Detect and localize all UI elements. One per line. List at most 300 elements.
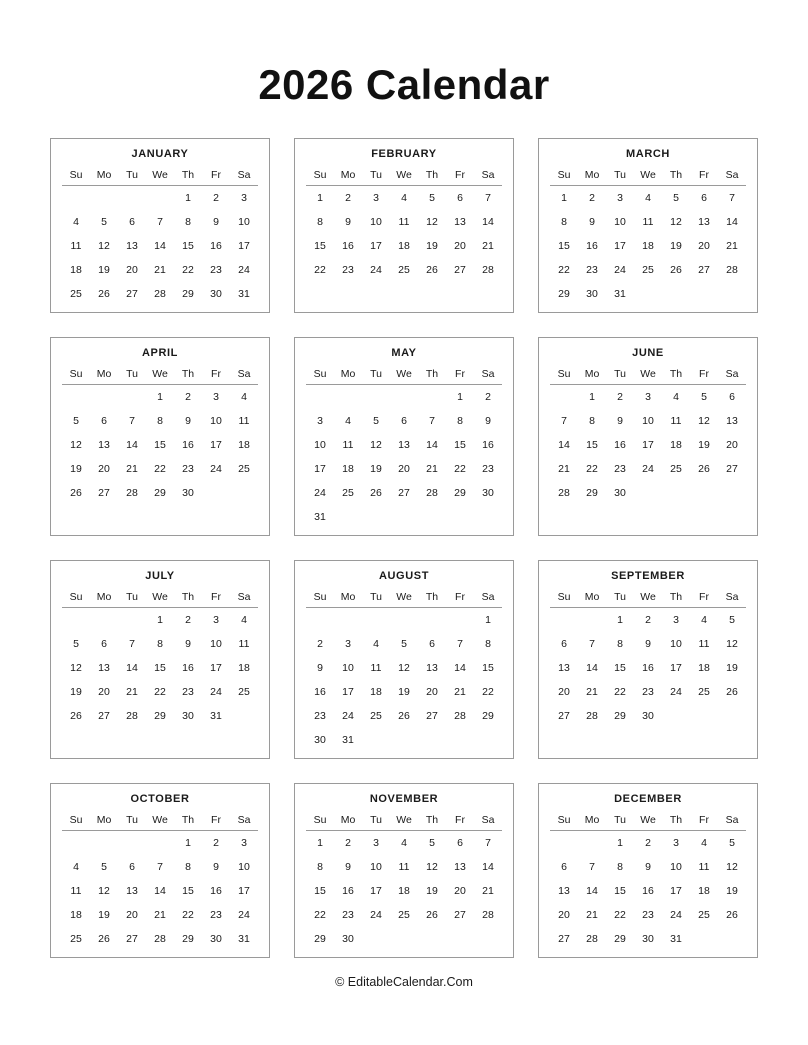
day-cell[interactable]: 22 xyxy=(154,463,166,476)
day-cell[interactable]: 23 xyxy=(642,686,654,699)
day-cell[interactable]: 31 xyxy=(238,933,250,946)
day-cell[interactable]: 5 xyxy=(729,614,735,627)
day-cell[interactable]: 31 xyxy=(314,511,326,524)
day-cell[interactable]: 12 xyxy=(70,439,82,452)
day-cell[interactable]: 20 xyxy=(398,463,410,476)
day-cell[interactable]: 25 xyxy=(398,264,410,277)
day-cell[interactable]: 5 xyxy=(73,415,79,428)
day-cell[interactable]: 19 xyxy=(70,463,82,476)
day-cell[interactable]: 12 xyxy=(670,216,682,229)
day-cell[interactable]: 20 xyxy=(698,240,710,253)
day-cell[interactable]: 26 xyxy=(98,933,110,946)
day-cell[interactable]: 26 xyxy=(370,487,382,500)
day-cell[interactable]: 27 xyxy=(454,909,466,922)
day-cell[interactable]: 8 xyxy=(589,415,595,428)
day-cell[interactable]: 27 xyxy=(698,264,710,277)
day-cell[interactable]: 6 xyxy=(129,861,135,874)
day-cell[interactable]: 25 xyxy=(342,487,354,500)
day-cell[interactable]: 19 xyxy=(426,240,438,253)
day-cell[interactable]: 10 xyxy=(614,216,626,229)
day-cell[interactable]: 16 xyxy=(210,885,222,898)
day-cell[interactable]: 29 xyxy=(482,710,494,723)
day-cell[interactable]: 21 xyxy=(726,240,738,253)
day-cell[interactable]: 16 xyxy=(642,662,654,675)
day-cell[interactable]: 29 xyxy=(154,710,166,723)
day-cell[interactable]: 2 xyxy=(345,192,351,205)
day-cell[interactable]: 13 xyxy=(454,216,466,229)
day-cell[interactable]: 27 xyxy=(726,463,738,476)
day-cell[interactable]: 19 xyxy=(98,264,110,277)
day-cell[interactable]: 5 xyxy=(101,861,107,874)
day-cell[interactable]: 11 xyxy=(398,216,410,229)
day-cell[interactable]: 25 xyxy=(370,710,382,723)
day-cell[interactable]: 14 xyxy=(126,439,138,452)
day-cell[interactable]: 6 xyxy=(561,861,567,874)
day-cell[interactable]: 17 xyxy=(370,240,382,253)
day-cell[interactable]: 20 xyxy=(126,264,138,277)
day-cell[interactable]: 18 xyxy=(238,439,250,452)
day-cell[interactable]: 19 xyxy=(426,885,438,898)
day-cell[interactable]: 10 xyxy=(210,415,222,428)
day-cell[interactable]: 6 xyxy=(101,415,107,428)
day-cell[interactable]: 5 xyxy=(429,837,435,850)
day-cell[interactable]: 14 xyxy=(426,439,438,452)
day-cell[interactable]: 20 xyxy=(98,686,110,699)
day-cell[interactable]: 30 xyxy=(210,288,222,301)
day-cell[interactable]: 12 xyxy=(70,662,82,675)
day-cell[interactable]: 24 xyxy=(238,909,250,922)
day-cell[interactable]: 23 xyxy=(482,463,494,476)
day-cell[interactable]: 18 xyxy=(670,439,682,452)
day-cell[interactable]: 25 xyxy=(698,909,710,922)
day-cell[interactable]: 2 xyxy=(345,837,351,850)
day-cell[interactable]: 12 xyxy=(726,638,738,651)
day-cell[interactable]: 16 xyxy=(342,240,354,253)
day-cell[interactable]: 28 xyxy=(482,264,494,277)
day-cell[interactable]: 22 xyxy=(586,463,598,476)
day-cell[interactable]: 30 xyxy=(314,734,326,747)
day-cell[interactable]: 28 xyxy=(586,933,598,946)
day-cell[interactable]: 7 xyxy=(589,638,595,651)
day-cell[interactable]: 23 xyxy=(642,909,654,922)
day-cell[interactable]: 10 xyxy=(314,439,326,452)
day-cell[interactable]: 15 xyxy=(558,240,570,253)
day-cell[interactable]: 16 xyxy=(314,686,326,699)
day-cell[interactable]: 19 xyxy=(698,439,710,452)
day-cell[interactable]: 1 xyxy=(317,837,323,850)
day-cell[interactable]: 17 xyxy=(210,662,222,675)
day-cell[interactable]: 5 xyxy=(373,415,379,428)
day-cell[interactable]: 17 xyxy=(238,240,250,253)
day-cell[interactable]: 30 xyxy=(642,710,654,723)
day-cell[interactable]: 24 xyxy=(370,909,382,922)
day-cell[interactable]: 11 xyxy=(70,240,82,253)
day-cell[interactable]: 9 xyxy=(185,638,191,651)
day-cell[interactable]: 10 xyxy=(238,216,250,229)
day-cell[interactable]: 5 xyxy=(401,638,407,651)
day-cell[interactable]: 25 xyxy=(238,686,250,699)
day-cell[interactable]: 1 xyxy=(457,391,463,404)
day-cell[interactable]: 15 xyxy=(182,240,194,253)
day-cell[interactable]: 20 xyxy=(726,439,738,452)
day-cell[interactable]: 7 xyxy=(729,192,735,205)
day-cell[interactable]: 5 xyxy=(729,837,735,850)
day-cell[interactable]: 28 xyxy=(558,487,570,500)
day-cell[interactable]: 12 xyxy=(370,439,382,452)
day-cell[interactable]: 8 xyxy=(185,861,191,874)
day-cell[interactable]: 7 xyxy=(561,415,567,428)
day-cell[interactable]: 28 xyxy=(586,710,598,723)
day-cell[interactable]: 26 xyxy=(726,909,738,922)
day-cell[interactable]: 9 xyxy=(213,861,219,874)
day-cell[interactable]: 28 xyxy=(482,909,494,922)
day-cell[interactable]: 5 xyxy=(73,638,79,651)
day-cell[interactable]: 23 xyxy=(210,264,222,277)
day-cell[interactable]: 26 xyxy=(398,710,410,723)
day-cell[interactable]: 4 xyxy=(673,391,679,404)
day-cell[interactable]: 25 xyxy=(670,463,682,476)
day-cell[interactable]: 3 xyxy=(213,614,219,627)
day-cell[interactable]: 22 xyxy=(182,909,194,922)
day-cell[interactable]: 31 xyxy=(342,734,354,747)
day-cell[interactable]: 13 xyxy=(698,216,710,229)
day-cell[interactable]: 16 xyxy=(642,885,654,898)
day-cell[interactable]: 11 xyxy=(238,415,250,428)
day-cell[interactable]: 6 xyxy=(401,415,407,428)
day-cell[interactable]: 10 xyxy=(238,861,250,874)
day-cell[interactable]: 8 xyxy=(485,638,491,651)
day-cell[interactable]: 26 xyxy=(70,710,82,723)
day-cell[interactable]: 21 xyxy=(126,686,138,699)
day-cell[interactable]: 16 xyxy=(342,885,354,898)
day-cell[interactable]: 27 xyxy=(558,710,570,723)
day-cell[interactable]: 25 xyxy=(698,686,710,699)
day-cell[interactable]: 17 xyxy=(314,463,326,476)
day-cell[interactable]: 20 xyxy=(558,686,570,699)
day-cell[interactable]: 26 xyxy=(698,463,710,476)
day-cell[interactable]: 8 xyxy=(157,415,163,428)
day-cell[interactable]: 29 xyxy=(586,487,598,500)
day-cell[interactable]: 14 xyxy=(558,439,570,452)
day-cell[interactable]: 3 xyxy=(345,638,351,651)
day-cell[interactable]: 17 xyxy=(370,885,382,898)
day-cell[interactable]: 7 xyxy=(129,415,135,428)
day-cell[interactable]: 18 xyxy=(698,885,710,898)
day-cell[interactable]: 16 xyxy=(182,439,194,452)
day-cell[interactable]: 7 xyxy=(129,638,135,651)
day-cell[interactable]: 28 xyxy=(426,487,438,500)
day-cell[interactable]: 20 xyxy=(426,686,438,699)
day-cell[interactable]: 13 xyxy=(558,662,570,675)
day-cell[interactable]: 8 xyxy=(617,638,623,651)
day-cell[interactable]: 15 xyxy=(154,439,166,452)
day-cell[interactable]: 14 xyxy=(586,885,598,898)
day-cell[interactable]: 9 xyxy=(345,216,351,229)
day-cell[interactable]: 27 xyxy=(426,710,438,723)
day-cell[interactable]: 13 xyxy=(98,662,110,675)
day-cell[interactable]: 14 xyxy=(454,662,466,675)
day-cell[interactable]: 26 xyxy=(426,909,438,922)
day-cell[interactable]: 2 xyxy=(589,192,595,205)
day-cell[interactable]: 24 xyxy=(670,909,682,922)
day-cell[interactable]: 11 xyxy=(698,638,710,651)
day-cell[interactable]: 13 xyxy=(98,439,110,452)
day-cell[interactable]: 18 xyxy=(398,240,410,253)
day-cell[interactable]: 16 xyxy=(210,240,222,253)
day-cell[interactable]: 6 xyxy=(561,638,567,651)
day-cell[interactable]: 1 xyxy=(185,192,191,205)
day-cell[interactable]: 9 xyxy=(617,415,623,428)
day-cell[interactable]: 28 xyxy=(454,710,466,723)
day-cell[interactable]: 7 xyxy=(457,638,463,651)
day-cell[interactable]: 2 xyxy=(645,614,651,627)
day-cell[interactable]: 15 xyxy=(482,662,494,675)
day-cell[interactable]: 8 xyxy=(185,216,191,229)
day-cell[interactable]: 31 xyxy=(210,710,222,723)
day-cell[interactable]: 9 xyxy=(485,415,491,428)
day-cell[interactable]: 4 xyxy=(73,216,79,229)
day-cell[interactable]: 28 xyxy=(126,487,138,500)
day-cell[interactable]: 7 xyxy=(157,216,163,229)
day-cell[interactable]: 22 xyxy=(154,686,166,699)
day-cell[interactable]: 15 xyxy=(454,439,466,452)
day-cell[interactable]: 3 xyxy=(373,837,379,850)
day-cell[interactable]: 20 xyxy=(126,909,138,922)
day-cell[interactable]: 2 xyxy=(213,837,219,850)
day-cell[interactable]: 30 xyxy=(210,933,222,946)
day-cell[interactable]: 29 xyxy=(558,288,570,301)
day-cell[interactable]: 9 xyxy=(589,216,595,229)
day-cell[interactable]: 16 xyxy=(182,662,194,675)
day-cell[interactable]: 4 xyxy=(373,638,379,651)
day-cell[interactable]: 11 xyxy=(642,216,654,229)
day-cell[interactable]: 26 xyxy=(726,686,738,699)
day-cell[interactable]: 8 xyxy=(157,638,163,651)
day-cell[interactable]: 9 xyxy=(345,861,351,874)
day-cell[interactable]: 13 xyxy=(454,861,466,874)
day-cell[interactable]: 11 xyxy=(698,861,710,874)
day-cell[interactable]: 17 xyxy=(670,885,682,898)
day-cell[interactable]: 7 xyxy=(485,192,491,205)
day-cell[interactable]: 2 xyxy=(645,837,651,850)
day-cell[interactable]: 15 xyxy=(586,439,598,452)
day-cell[interactable]: 14 xyxy=(154,885,166,898)
day-cell[interactable]: 18 xyxy=(238,662,250,675)
day-cell[interactable]: 16 xyxy=(482,439,494,452)
day-cell[interactable]: 22 xyxy=(454,463,466,476)
day-cell[interactable]: 15 xyxy=(614,662,626,675)
day-cell[interactable]: 2 xyxy=(185,391,191,404)
day-cell[interactable]: 25 xyxy=(642,264,654,277)
day-cell[interactable]: 24 xyxy=(670,686,682,699)
day-cell[interactable]: 9 xyxy=(645,861,651,874)
day-cell[interactable]: 6 xyxy=(429,638,435,651)
day-cell[interactable]: 14 xyxy=(482,216,494,229)
day-cell[interactable]: 22 xyxy=(614,686,626,699)
day-cell[interactable]: 30 xyxy=(182,710,194,723)
day-cell[interactable]: 23 xyxy=(586,264,598,277)
day-cell[interactable]: 29 xyxy=(154,487,166,500)
day-cell[interactable]: 20 xyxy=(558,909,570,922)
day-cell[interactable]: 21 xyxy=(454,686,466,699)
day-cell[interactable]: 3 xyxy=(373,192,379,205)
day-cell[interactable]: 13 xyxy=(558,885,570,898)
day-cell[interactable]: 30 xyxy=(342,933,354,946)
day-cell[interactable]: 9 xyxy=(185,415,191,428)
day-cell[interactable]: 25 xyxy=(238,463,250,476)
day-cell[interactable]: 23 xyxy=(614,463,626,476)
day-cell[interactable]: 10 xyxy=(370,216,382,229)
day-cell[interactable]: 22 xyxy=(314,264,326,277)
day-cell[interactable]: 28 xyxy=(154,933,166,946)
day-cell[interactable]: 24 xyxy=(342,710,354,723)
day-cell[interactable]: 4 xyxy=(645,192,651,205)
day-cell[interactable]: 1 xyxy=(185,837,191,850)
day-cell[interactable]: 27 xyxy=(98,487,110,500)
day-cell[interactable]: 30 xyxy=(482,487,494,500)
day-cell[interactable]: 26 xyxy=(670,264,682,277)
day-cell[interactable]: 27 xyxy=(398,487,410,500)
day-cell[interactable]: 17 xyxy=(670,662,682,675)
day-cell[interactable]: 7 xyxy=(485,837,491,850)
day-cell[interactable]: 14 xyxy=(726,216,738,229)
day-cell[interactable]: 13 xyxy=(426,662,438,675)
day-cell[interactable]: 9 xyxy=(317,662,323,675)
day-cell[interactable]: 20 xyxy=(454,240,466,253)
day-cell[interactable]: 3 xyxy=(317,415,323,428)
day-cell[interactable]: 30 xyxy=(586,288,598,301)
day-cell[interactable]: 1 xyxy=(157,614,163,627)
day-cell[interactable]: 13 xyxy=(126,240,138,253)
day-cell[interactable]: 4 xyxy=(401,837,407,850)
day-cell[interactable]: 17 xyxy=(210,439,222,452)
day-cell[interactable]: 18 xyxy=(342,463,354,476)
day-cell[interactable]: 18 xyxy=(698,662,710,675)
day-cell[interactable]: 4 xyxy=(241,614,247,627)
day-cell[interactable]: 5 xyxy=(673,192,679,205)
day-cell[interactable]: 3 xyxy=(241,837,247,850)
day-cell[interactable]: 29 xyxy=(614,933,626,946)
day-cell[interactable]: 25 xyxy=(70,288,82,301)
day-cell[interactable]: 4 xyxy=(701,614,707,627)
day-cell[interactable]: 6 xyxy=(729,391,735,404)
day-cell[interactable]: 12 xyxy=(426,216,438,229)
day-cell[interactable]: 19 xyxy=(726,662,738,675)
day-cell[interactable]: 6 xyxy=(129,216,135,229)
day-cell[interactable]: 9 xyxy=(645,638,651,651)
day-cell[interactable]: 17 xyxy=(342,686,354,699)
day-cell[interactable]: 16 xyxy=(586,240,598,253)
day-cell[interactable]: 23 xyxy=(314,710,326,723)
day-cell[interactable]: 28 xyxy=(154,288,166,301)
day-cell[interactable]: 19 xyxy=(398,686,410,699)
day-cell[interactable]: 21 xyxy=(154,264,166,277)
day-cell[interactable]: 23 xyxy=(210,909,222,922)
day-cell[interactable]: 19 xyxy=(670,240,682,253)
day-cell[interactable]: 26 xyxy=(98,288,110,301)
day-cell[interactable]: 10 xyxy=(670,861,682,874)
day-cell[interactable]: 11 xyxy=(670,415,682,428)
day-cell[interactable]: 24 xyxy=(238,264,250,277)
day-cell[interactable]: 4 xyxy=(345,415,351,428)
day-cell[interactable]: 10 xyxy=(342,662,354,675)
day-cell[interactable]: 19 xyxy=(70,686,82,699)
day-cell[interactable]: 6 xyxy=(101,638,107,651)
day-cell[interactable]: 24 xyxy=(210,686,222,699)
day-cell[interactable]: 30 xyxy=(182,487,194,500)
day-cell[interactable]: 24 xyxy=(210,463,222,476)
day-cell[interactable]: 5 xyxy=(701,391,707,404)
day-cell[interactable]: 4 xyxy=(241,391,247,404)
day-cell[interactable]: 22 xyxy=(614,909,626,922)
day-cell[interactable]: 21 xyxy=(482,885,494,898)
day-cell[interactable]: 13 xyxy=(726,415,738,428)
day-cell[interactable]: 14 xyxy=(482,861,494,874)
day-cell[interactable]: 6 xyxy=(457,837,463,850)
day-cell[interactable]: 17 xyxy=(642,439,654,452)
day-cell[interactable]: 15 xyxy=(154,662,166,675)
day-cell[interactable]: 22 xyxy=(314,909,326,922)
day-cell[interactable]: 28 xyxy=(126,710,138,723)
day-cell[interactable]: 3 xyxy=(673,837,679,850)
day-cell[interactable]: 24 xyxy=(314,487,326,500)
day-cell[interactable]: 12 xyxy=(98,885,110,898)
day-cell[interactable]: 11 xyxy=(398,861,410,874)
day-cell[interactable]: 3 xyxy=(617,192,623,205)
day-cell[interactable]: 2 xyxy=(617,391,623,404)
day-cell[interactable]: 31 xyxy=(670,933,682,946)
day-cell[interactable]: 17 xyxy=(614,240,626,253)
day-cell[interactable]: 20 xyxy=(98,463,110,476)
day-cell[interactable]: 8 xyxy=(617,861,623,874)
day-cell[interactable]: 18 xyxy=(70,264,82,277)
day-cell[interactable]: 27 xyxy=(126,288,138,301)
day-cell[interactable]: 13 xyxy=(398,439,410,452)
day-cell[interactable]: 12 xyxy=(398,662,410,675)
day-cell[interactable]: 26 xyxy=(426,264,438,277)
day-cell[interactable]: 8 xyxy=(317,861,323,874)
day-cell[interactable]: 15 xyxy=(182,885,194,898)
day-cell[interactable]: 24 xyxy=(614,264,626,277)
day-cell[interactable]: 22 xyxy=(182,264,194,277)
day-cell[interactable]: 23 xyxy=(182,686,194,699)
day-cell[interactable]: 7 xyxy=(589,861,595,874)
day-cell[interactable]: 2 xyxy=(317,638,323,651)
day-cell[interactable]: 21 xyxy=(586,909,598,922)
day-cell[interactable]: 30 xyxy=(614,487,626,500)
day-cell[interactable]: 10 xyxy=(670,638,682,651)
day-cell[interactable]: 27 xyxy=(98,710,110,723)
day-cell[interactable]: 4 xyxy=(401,192,407,205)
day-cell[interactable]: 23 xyxy=(342,264,354,277)
day-cell[interactable]: 29 xyxy=(182,288,194,301)
day-cell[interactable]: 30 xyxy=(642,933,654,946)
day-cell[interactable]: 24 xyxy=(642,463,654,476)
day-cell[interactable]: 11 xyxy=(238,638,250,651)
day-cell[interactable]: 31 xyxy=(614,288,626,301)
day-cell[interactable]: 8 xyxy=(561,216,567,229)
day-cell[interactable]: 1 xyxy=(617,614,623,627)
day-cell[interactable]: 8 xyxy=(457,415,463,428)
day-cell[interactable]: 12 xyxy=(426,861,438,874)
day-cell[interactable]: 4 xyxy=(73,861,79,874)
day-cell[interactable]: 11 xyxy=(370,662,382,675)
day-cell[interactable]: 18 xyxy=(642,240,654,253)
day-cell[interactable]: 21 xyxy=(586,686,598,699)
day-cell[interactable]: 19 xyxy=(726,885,738,898)
day-cell[interactable]: 20 xyxy=(454,885,466,898)
day-cell[interactable]: 8 xyxy=(317,216,323,229)
